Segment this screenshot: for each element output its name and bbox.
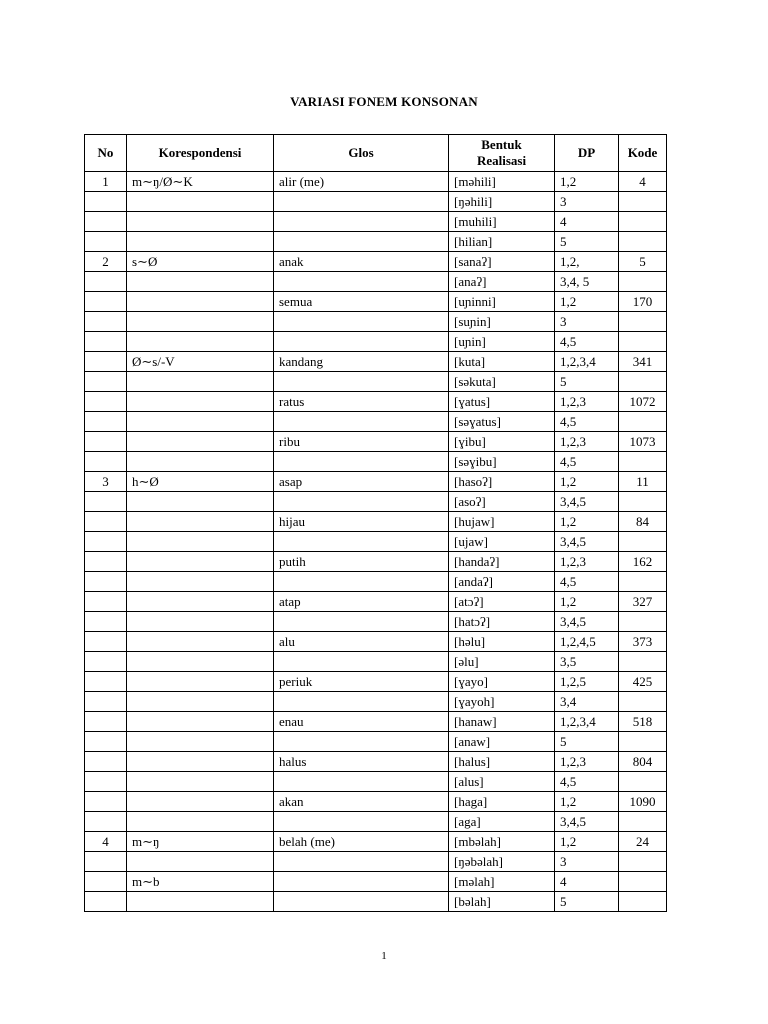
cell-no xyxy=(85,692,127,712)
cell-bentuk-realisasi: [anaʔ] xyxy=(449,272,555,292)
cell-glos: alir (me) xyxy=(274,172,449,192)
cell-no xyxy=(85,652,127,672)
cell-kode: 24 xyxy=(619,832,667,852)
cell-glos xyxy=(274,852,449,872)
cell-korespondensi xyxy=(127,332,274,352)
page-number: 1 xyxy=(381,950,387,962)
cell-kode xyxy=(619,212,667,232)
cell-no xyxy=(85,712,127,732)
cell-glos: ribu xyxy=(274,432,449,452)
cell-bentuk-realisasi: [mbəlah] xyxy=(449,832,555,852)
header-dp: DP xyxy=(555,135,619,172)
cell-kode: 5 xyxy=(619,252,667,272)
cell-bentuk-realisasi: [hatɔʔ] xyxy=(449,612,555,632)
cell-no xyxy=(85,852,127,872)
table-row xyxy=(85,672,667,692)
document-title: VARIASI FONEM KONSONAN xyxy=(290,94,478,109)
cell-kode: 84 xyxy=(619,512,667,532)
cell-korespondensi xyxy=(127,432,274,452)
table-row xyxy=(85,232,667,252)
cell-bentuk-realisasi: [kuta] xyxy=(449,352,555,372)
table-row xyxy=(85,812,667,832)
cell-dp: 1,2,3 xyxy=(555,432,619,452)
cell-glos: kandang xyxy=(274,352,449,372)
cell-korespondensi: m∼ŋ xyxy=(127,832,274,852)
table-row xyxy=(85,432,667,452)
cell-dp: 1,2,3 xyxy=(555,392,619,412)
cell-no xyxy=(85,872,127,892)
cell-dp: 3,5 xyxy=(555,652,619,672)
cell-glos xyxy=(274,312,449,332)
cell-no xyxy=(85,612,127,632)
cell-no xyxy=(85,232,127,252)
cell-bentuk-realisasi: [anaw] xyxy=(449,732,555,752)
cell-kode xyxy=(619,232,667,252)
cell-glos: periuk xyxy=(274,672,449,692)
cell-glos xyxy=(274,412,449,432)
header-bentuk-line1: Bentuk xyxy=(481,137,522,152)
cell-korespondensi xyxy=(127,572,274,592)
cell-korespondensi xyxy=(127,452,274,472)
cell-glos: atap xyxy=(274,592,449,612)
cell-glos xyxy=(274,492,449,512)
cell-glos xyxy=(274,652,449,672)
cell-glos xyxy=(274,812,449,832)
header-kode: Kode xyxy=(619,135,667,172)
cell-korespondensi xyxy=(127,812,274,832)
cell-korespondensi xyxy=(127,492,274,512)
cell-no xyxy=(85,752,127,772)
table-row xyxy=(85,872,667,892)
cell-no xyxy=(85,632,127,652)
cell-kode: 1073 xyxy=(619,432,667,452)
cell-dp: 3 xyxy=(555,192,619,212)
cell-korespondensi xyxy=(127,892,274,912)
cell-no xyxy=(85,352,127,372)
cell-korespondensi xyxy=(127,672,274,692)
cell-kode xyxy=(619,852,667,872)
cell-korespondensi: m∼ŋ/Ø∼K xyxy=(127,172,274,192)
cell-glos xyxy=(274,452,449,472)
table-row xyxy=(85,752,667,772)
cell-dp: 5 xyxy=(555,232,619,252)
table-row xyxy=(85,192,667,212)
table-row xyxy=(85,552,667,572)
cell-glos: hijau xyxy=(274,512,449,532)
table-row xyxy=(85,772,667,792)
cell-dp: 4 xyxy=(555,212,619,232)
cell-kode xyxy=(619,452,667,472)
cell-korespondensi xyxy=(127,192,274,212)
cell-glos: anak xyxy=(274,252,449,272)
cell-bentuk-realisasi: [səkuta] xyxy=(449,372,555,392)
table-row xyxy=(85,712,667,732)
table-row xyxy=(85,472,667,492)
cell-kode xyxy=(619,412,667,432)
table-row xyxy=(85,292,667,312)
cell-dp: 4,5 xyxy=(555,452,619,472)
cell-korespondensi xyxy=(127,512,274,532)
cell-dp: 3,4 xyxy=(555,692,619,712)
cell-glos: enau xyxy=(274,712,449,732)
cell-dp: 1,2,3 xyxy=(555,752,619,772)
cell-dp: 1,2 xyxy=(555,792,619,812)
cell-dp: 1,2 xyxy=(555,512,619,532)
cell-korespondensi xyxy=(127,272,274,292)
cell-bentuk-realisasi: [aga] xyxy=(449,812,555,832)
cell-bentuk-realisasi: [hasoʔ] xyxy=(449,472,555,492)
cell-kode: 1090 xyxy=(619,792,667,812)
cell-korespondensi xyxy=(127,232,274,252)
table-row xyxy=(85,732,667,752)
table-row xyxy=(85,632,667,652)
table-row xyxy=(85,512,667,532)
cell-dp: 4,5 xyxy=(555,772,619,792)
cell-glos: alu xyxy=(274,632,449,652)
cell-kode xyxy=(619,272,667,292)
cell-glos xyxy=(274,372,449,392)
cell-korespondensi xyxy=(127,532,274,552)
table-row xyxy=(85,352,667,372)
cell-dp: 3,4,5 xyxy=(555,612,619,632)
cell-dp: 1,2,4,5 xyxy=(555,632,619,652)
cell-no xyxy=(85,532,127,552)
cell-no xyxy=(85,812,127,832)
cell-no xyxy=(85,412,127,432)
cell-kode xyxy=(619,872,667,892)
cell-no xyxy=(85,392,127,412)
cell-bentuk-realisasi: [ɣayo] xyxy=(449,672,555,692)
cell-kode: 1072 xyxy=(619,392,667,412)
cell-bentuk-realisasi: [asoʔ] xyxy=(449,492,555,512)
cell-kode: 162 xyxy=(619,552,667,572)
cell-bentuk-realisasi: [ŋəhili] xyxy=(449,192,555,212)
cell-kode xyxy=(619,612,667,632)
cell-no: 2 xyxy=(85,252,127,272)
cell-dp: 4,5 xyxy=(555,332,619,352)
cell-no: 4 xyxy=(85,832,127,852)
cell-korespondensi xyxy=(127,592,274,612)
cell-bentuk-realisasi: [halus] xyxy=(449,752,555,772)
cell-korespondensi xyxy=(127,752,274,772)
table-row xyxy=(85,532,667,552)
cell-dp: 3 xyxy=(555,852,619,872)
cell-kode xyxy=(619,572,667,592)
cell-bentuk-realisasi: [hilian] xyxy=(449,232,555,252)
table-row xyxy=(85,252,667,272)
cell-glos xyxy=(274,892,449,912)
cell-korespondensi xyxy=(127,412,274,432)
cell-no xyxy=(85,892,127,912)
cell-bentuk-realisasi: [ɣibu] xyxy=(449,432,555,452)
cell-no xyxy=(85,452,127,472)
table-row xyxy=(85,212,667,232)
table-row xyxy=(85,332,667,352)
cell-glos: belah (me) xyxy=(274,832,449,852)
cell-kode xyxy=(619,812,667,832)
cell-dp: 1,2,5 xyxy=(555,672,619,692)
header-bentuk-line2: Realisasi xyxy=(476,153,527,168)
cell-kode xyxy=(619,692,667,712)
cell-no xyxy=(85,212,127,232)
cell-dp: 1,2 xyxy=(555,292,619,312)
cell-korespondensi xyxy=(127,612,274,632)
cell-kode: 804 xyxy=(619,752,667,772)
table-body xyxy=(85,172,667,912)
cell-korespondensi xyxy=(127,772,274,792)
cell-glos xyxy=(274,532,449,552)
cell-bentuk-realisasi: [həlu] xyxy=(449,632,555,652)
table-row xyxy=(85,312,667,332)
header-bentuk-realisasi xyxy=(449,135,555,172)
cell-kode xyxy=(619,532,667,552)
table-row xyxy=(85,692,667,712)
cell-korespondensi xyxy=(127,692,274,712)
cell-glos xyxy=(274,332,449,352)
cell-dp: 1,2,3 xyxy=(555,552,619,572)
cell-glos xyxy=(274,192,449,212)
cell-dp: 1,2,3,4 xyxy=(555,352,619,372)
header-korespondensi: Korespondensi xyxy=(127,135,274,172)
cell-kode: 4 xyxy=(619,172,667,192)
cell-glos: akan xyxy=(274,792,449,812)
cell-bentuk-realisasi: [uɲin] xyxy=(449,332,555,352)
cell-kode xyxy=(619,652,667,672)
table-row xyxy=(85,892,667,912)
cell-korespondensi: s∼Ø xyxy=(127,252,274,272)
cell-no xyxy=(85,592,127,612)
cell-glos xyxy=(274,872,449,892)
cell-kode xyxy=(619,772,667,792)
cell-korespondensi xyxy=(127,732,274,752)
cell-dp: 1,2,3,4 xyxy=(555,712,619,732)
header-glos: Glos xyxy=(274,135,449,172)
cell-glos: putih xyxy=(274,552,449,572)
cell-bentuk-realisasi: [andaʔ] xyxy=(449,572,555,592)
cell-kode xyxy=(619,492,667,512)
cell-no xyxy=(85,552,127,572)
cell-kode: 11 xyxy=(619,472,667,492)
cell-bentuk-realisasi: [ujaw] xyxy=(449,532,555,552)
cell-korespondensi xyxy=(127,552,274,572)
cell-kode: 518 xyxy=(619,712,667,732)
cell-korespondensi xyxy=(127,632,274,652)
table-row xyxy=(85,592,667,612)
cell-korespondensi xyxy=(127,312,274,332)
cell-dp: 5 xyxy=(555,732,619,752)
cell-bentuk-realisasi: [handaʔ] xyxy=(449,552,555,572)
table-row xyxy=(85,452,667,472)
cell-korespondensi xyxy=(127,712,274,732)
table-row xyxy=(85,612,667,632)
table-row xyxy=(85,172,667,192)
cell-glos xyxy=(274,212,449,232)
cell-glos xyxy=(274,692,449,712)
cell-glos: ratus xyxy=(274,392,449,412)
cell-no xyxy=(85,672,127,692)
cell-bentuk-realisasi: [suɲin] xyxy=(449,312,555,332)
header-no: No xyxy=(85,135,127,172)
cell-no xyxy=(85,192,127,212)
cell-kode: 327 xyxy=(619,592,667,612)
cell-korespondensi xyxy=(127,372,274,392)
table-row xyxy=(85,372,667,392)
cell-bentuk-realisasi: [bəlah] xyxy=(449,892,555,912)
cell-no xyxy=(85,432,127,452)
cell-glos: halus xyxy=(274,752,449,772)
cell-no xyxy=(85,332,127,352)
cell-dp: 5 xyxy=(555,892,619,912)
cell-bentuk-realisasi: [hanaw] xyxy=(449,712,555,732)
cell-korespondensi xyxy=(127,852,274,872)
cell-dp: 1,2 xyxy=(555,832,619,852)
table-row xyxy=(85,792,667,812)
cell-bentuk-realisasi: [alus] xyxy=(449,772,555,792)
cell-korespondensi: h∼Ø xyxy=(127,472,274,492)
cell-glos: semua xyxy=(274,292,449,312)
cell-bentuk-realisasi: [atɔʔ] xyxy=(449,592,555,612)
cell-no xyxy=(85,512,127,532)
cell-glos xyxy=(274,272,449,292)
cell-bentuk-realisasi: [ɣatus] xyxy=(449,392,555,412)
cell-dp: 3,4,5 xyxy=(555,532,619,552)
table-row xyxy=(85,572,667,592)
cell-bentuk-realisasi: [səɣatus] xyxy=(449,412,555,432)
table-row xyxy=(85,392,667,412)
cell-no xyxy=(85,272,127,292)
cell-korespondensi xyxy=(127,392,274,412)
cell-kode: 341 xyxy=(619,352,667,372)
cell-no xyxy=(85,732,127,752)
cell-bentuk-realisasi: [sanaʔ] xyxy=(449,252,555,272)
cell-dp: 3,4, 5 xyxy=(555,272,619,292)
cell-no xyxy=(85,772,127,792)
cell-bentuk-realisasi: [səɣibu] xyxy=(449,452,555,472)
cell-dp: 4,5 xyxy=(555,412,619,432)
cell-no xyxy=(85,792,127,812)
cell-glos xyxy=(274,612,449,632)
cell-bentuk-realisasi: [haga] xyxy=(449,792,555,812)
cell-no xyxy=(85,572,127,592)
cell-bentuk-realisasi: [ŋəbəlah] xyxy=(449,852,555,872)
cell-dp: 1,2 xyxy=(555,172,619,192)
cell-dp: 3,4,5 xyxy=(555,812,619,832)
cell-no xyxy=(85,492,127,512)
cell-dp: 1,2 xyxy=(555,472,619,492)
cell-dp: 3 xyxy=(555,312,619,332)
table-row xyxy=(85,412,667,432)
cell-kode xyxy=(619,192,667,212)
cell-dp: 5 xyxy=(555,372,619,392)
cell-no xyxy=(85,292,127,312)
table-row xyxy=(85,652,667,672)
cell-kode xyxy=(619,892,667,912)
cell-kode xyxy=(619,312,667,332)
cell-dp: 1,2, xyxy=(555,252,619,272)
cell-no xyxy=(85,312,127,332)
cell-bentuk-realisasi: [muhili] xyxy=(449,212,555,232)
cell-bentuk-realisasi: [əlu] xyxy=(449,652,555,672)
cell-dp: 4,5 xyxy=(555,572,619,592)
cell-no xyxy=(85,372,127,392)
cell-bentuk-realisasi: [ɣayoh] xyxy=(449,692,555,712)
cell-glos: asap xyxy=(274,472,449,492)
cell-dp: 4 xyxy=(555,872,619,892)
cell-bentuk-realisasi: [məhili] xyxy=(449,172,555,192)
cell-no: 1 xyxy=(85,172,127,192)
cell-kode xyxy=(619,732,667,752)
cell-korespondensi: m∼b xyxy=(127,872,274,892)
table-row xyxy=(85,272,667,292)
cell-glos xyxy=(274,732,449,752)
cell-kode xyxy=(619,372,667,392)
cell-glos xyxy=(274,772,449,792)
cell-korespondensi: Ø∼s/-V xyxy=(127,352,274,372)
cell-korespondensi xyxy=(127,292,274,312)
cell-bentuk-realisasi: [məlah] xyxy=(449,872,555,892)
cell-no: 3 xyxy=(85,472,127,492)
cell-dp: 1,2 xyxy=(555,592,619,612)
cell-glos xyxy=(274,572,449,592)
cell-bentuk-realisasi: [uɲinni] xyxy=(449,292,555,312)
cell-kode: 425 xyxy=(619,672,667,692)
consonant-variation-table xyxy=(84,134,667,912)
cell-kode xyxy=(619,332,667,352)
cell-kode: 373 xyxy=(619,632,667,652)
table-row xyxy=(85,492,667,512)
cell-glos xyxy=(274,232,449,252)
table-row xyxy=(85,832,667,852)
cell-bentuk-realisasi: [hujaw] xyxy=(449,512,555,532)
cell-kode: 170 xyxy=(619,292,667,312)
cell-korespondensi xyxy=(127,652,274,672)
table-header-row xyxy=(85,135,667,172)
cell-korespondensi xyxy=(127,212,274,232)
table-row xyxy=(85,852,667,872)
cell-dp: 3,4,5 xyxy=(555,492,619,512)
cell-korespondensi xyxy=(127,792,274,812)
